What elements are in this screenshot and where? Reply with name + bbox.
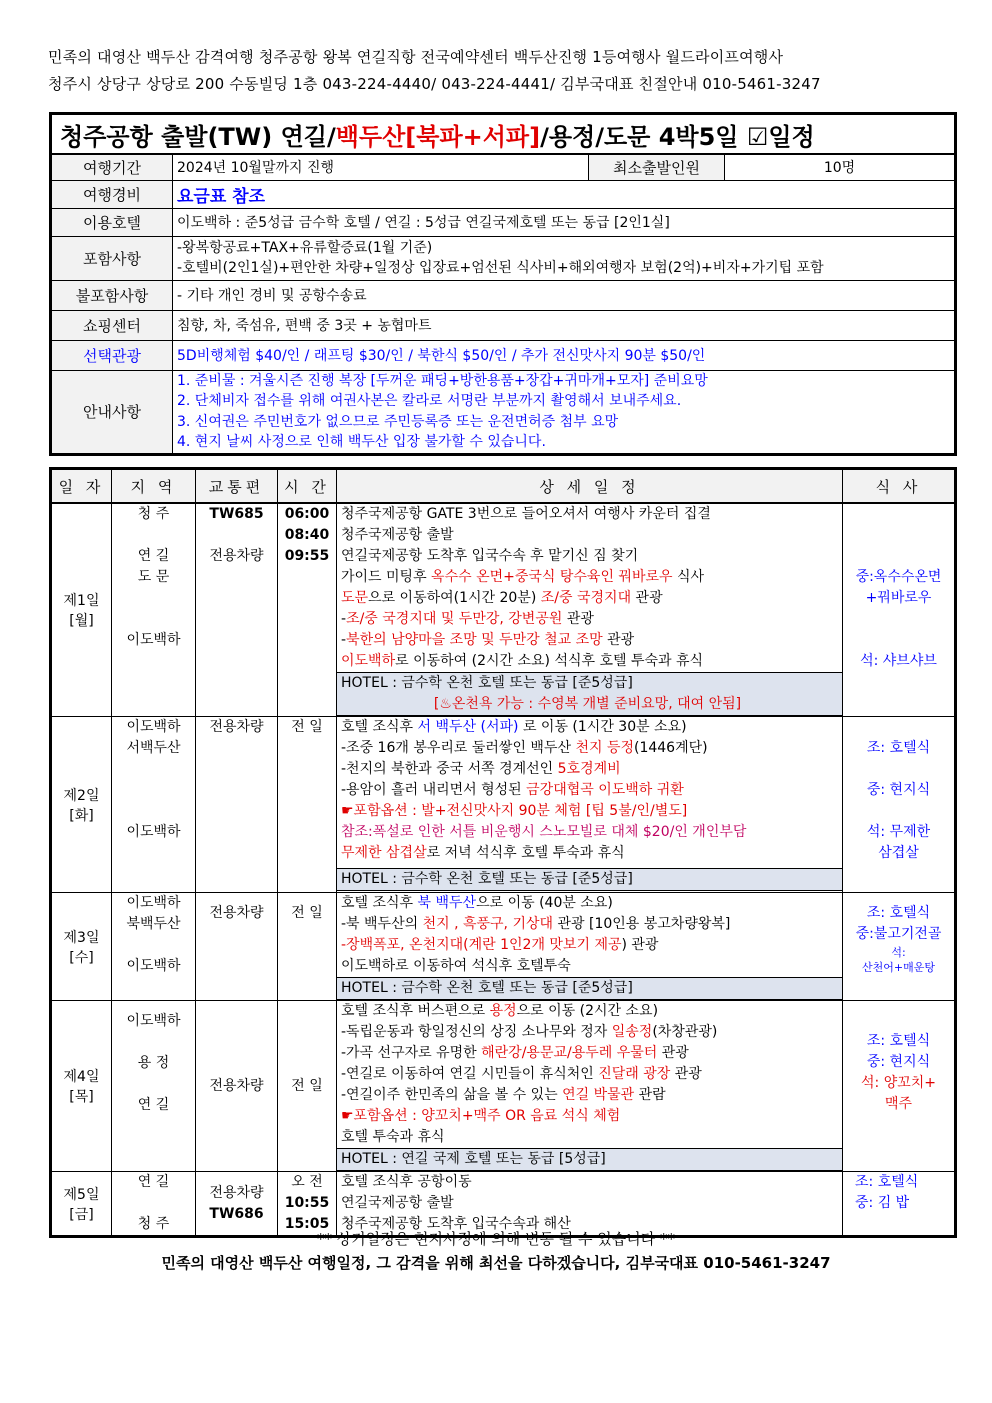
day-2-meal-1: 조: 호텔식: [866, 740, 931, 756]
day-4-line-4b: 진달래 광장: [598, 1066, 671, 1082]
day-1-time-1: 06:00: [284, 506, 330, 522]
day-1-line-6: [337, 609, 842, 630]
day-2-line-1c: 로 이동 (1시간 30분 소요): [518, 719, 687, 735]
day-3-line-3: [337, 935, 842, 956]
day-1-line-4b: 옥수수 온면+중국식 탕수육인 꿔바로우: [431, 569, 673, 585]
day-3-region-2: 북백두산: [126, 916, 181, 932]
day-1-region-3: 도 문: [137, 569, 170, 585]
day-1-label: 제1일: [63, 593, 100, 609]
notice-line-3: 3. 신여권은 주민번호가 없으므로 주민등록증 또는 운전면허증 첨부 요망: [177, 413, 619, 430]
day-4-meal-1: 조: 호텔식: [866, 1033, 931, 1049]
shopping-value: 침향, 차, 죽섬유, 편백 중 3곳 + 농협마트: [173, 310, 956, 340]
day-3-label: 제3일: [63, 929, 100, 946]
header-line-2: 청주시 상당구 상당로 200 수동빌딩 1층 043-224-4440/ 043-224-4441/ 김부국대표 친절안내 010-5461-3247: [48, 75, 821, 93]
day-1-dow: [월]: [69, 613, 94, 629]
title-part-b: 백두산[북파+서파]: [335, 122, 541, 151]
day-2-dow: [화]: [69, 807, 94, 824]
cost-value: 요금표 참조: [173, 180, 956, 208]
period-value: 2024년 10월말까지 진행: [173, 154, 589, 180]
day-4-line-5: [337, 1085, 842, 1106]
day-4-dow: [목]: [69, 1089, 94, 1105]
day-2-line-6: 참조:폭설로 인한 서틀 비운행시 스노모빌로 대체 $20/인 개인부담: [341, 824, 747, 840]
day-2-line-3: [337, 759, 842, 780]
day-4-line-3a: -가곡 선구자로 유명한: [341, 1045, 482, 1061]
day-2-line-7b: 로 저녁 석식후 호텔 투숙과 휴식: [426, 845, 625, 861]
day-1-line-7a: -: [341, 632, 347, 648]
header-line-1: 민족의 대영산 백두산 감격여행 청주공항 왕복 연길직항 전국예약센터 백두산진행 1등여행사 월드라이프여행사: [48, 48, 784, 66]
day-1-line-8a: 이도백하: [341, 653, 396, 669]
day-5-line-1: 호텔 조식후 공항이동: [341, 1174, 472, 1190]
title-part-c: /용정/도문 4박5일 ☑일정: [540, 122, 815, 151]
day-3-line-4: 이도백하로 이동하여 석식후 호텔투숙: [341, 958, 571, 974]
day-1-line-6b: 조/중 국경지대 및 두만강, 강변공원: [346, 611, 563, 627]
notice-line-1: 1. 준비물 : 겨울시즌 진행 복장 [두꺼운 패딩+방한용품+장갑+귀마개+모자] 준비요망: [177, 372, 708, 389]
day-5-region-1: 연 길: [137, 1174, 170, 1190]
info-table: [49, 112, 957, 456]
excluded-value: - 기타 개인 경비 및 공항수송료: [173, 280, 956, 310]
day-4-vehicle: 전용차량: [209, 1077, 264, 1094]
day-1-row: [51, 503, 956, 717]
day-4-line-3c: 관광: [657, 1045, 689, 1061]
day-4-line-1c: 으로 이동 (2시간 소요): [516, 1003, 659, 1019]
day-2-line-4: [337, 780, 842, 801]
day-4-region-3: 연 길: [137, 1097, 170, 1113]
day-3-line-1a: 호텔 조식후: [341, 895, 418, 911]
notice-label: 안내사항: [51, 370, 173, 454]
day-1-flight: TW685: [209, 506, 264, 522]
day-4-label: 제4일: [63, 1069, 100, 1085]
day-4-line-2b: 일송정: [611, 1024, 653, 1040]
day-4-row: [51, 1001, 956, 1172]
day-1-line-7: [337, 630, 842, 651]
day-1-meal-1: 중:옥수수온면: [855, 569, 942, 585]
day-1-line-8b: 로 이동하여 (2시간 소요) 석식후 호텔 투숙과 휴식: [395, 653, 704, 669]
included-line-2: -호텔비(2인1실)+편안한 차량+일정상 입장료+엄선된 식사비+해외여행자 보험(2억)+비자+가기팁 포함: [177, 260, 824, 276]
day-1-line-4: [337, 567, 842, 588]
day-3-dow: [수]: [69, 949, 94, 966]
day-3-line-2a: -북 백두산의: [341, 916, 423, 932]
schedule-table: [49, 467, 957, 1238]
day-1-line-5d: 관광: [631, 590, 663, 606]
col-transport: 교통편: [196, 469, 278, 504]
day-2-meal-4: 삼겹살: [878, 845, 919, 861]
day-4-line-1a: 호텔 조식후 버스편으로: [341, 1003, 490, 1019]
day-3-meal-1: 조: 호텔식: [866, 905, 931, 921]
day-2-meal-2: 중: 현지식: [866, 782, 931, 798]
col-region: 지 역: [112, 469, 196, 504]
day-4-line-1b: 용정: [489, 1003, 517, 1019]
day-5-region-2: 청 주: [137, 1216, 170, 1232]
day-2-region-2: 서백두산: [126, 740, 181, 756]
day-2-line-4b: 금강대협곡 이도백하 귀환: [526, 782, 684, 798]
day-3-time: 전 일: [291, 905, 323, 921]
day-3-meal-4: 산천어+매운탕: [862, 961, 935, 974]
day-2-line-1: [337, 717, 842, 738]
day-1-line-5c: 조/중 국경지대: [540, 590, 632, 606]
day-3-line-1c: 으로 이동 (40분 소요): [476, 895, 613, 911]
day-5-flight: TW686: [209, 1205, 264, 1222]
hotel-value: 이도백하 : 준5성급 금수학 호텔 / 연길 : 5성급 연길국제호텔 또는 동급 [2인1실]: [173, 208, 956, 236]
day-5-label: 제5일: [63, 1186, 100, 1203]
day-5-row: [51, 1172, 956, 1237]
day-5-dow: [금]: [69, 1206, 94, 1223]
page-title: [51, 114, 956, 155]
included-line-1: -왕복항공료+TAX+유류할증료(1월 기준): [177, 240, 433, 256]
day-4-line-5a: -연길이주 한민족의 삶을 볼 수 있는: [341, 1087, 563, 1103]
day-1-line-6c: 관광: [562, 611, 594, 627]
day-2-line-2a: -조중 16개 봉우리로 둘러쌓인 백두산: [341, 740, 576, 756]
day-1-region-1: 청 주: [137, 506, 170, 522]
day-3-line-2c: 관광 [10인용 봉고차량왕복]: [553, 916, 731, 932]
day-4-line-5b: 연길 박물관: [562, 1087, 635, 1103]
day-3-line-3c: ) 관광: [621, 937, 659, 953]
col-day: 일 자: [51, 469, 112, 504]
day-4-meal-2: 중: 현지식: [866, 1054, 931, 1070]
day-2-line-7: [337, 843, 842, 864]
day-3-region-3: 이도백하: [126, 958, 181, 974]
day-1-hotel-note: [♨온천욕 가능 : 수영복 개별 준비요망, 대여 안됨]: [433, 696, 742, 712]
day-4-meal-3: 석: 양꼬치+: [861, 1075, 936, 1091]
day-5-line-3: 청주국제공항 도착후 입국수속과 해산: [341, 1216, 571, 1232]
day-3-hotel: HOTEL : 금수학 온천 호텔 또는 동급 [준5성급]: [341, 980, 633, 996]
day-4-hotel: HOTEL : 연길 국제 호텔 또는 동급 [5성급]: [341, 1151, 606, 1167]
day-4-line-3b: 해란강/용문교/용두레 우물터: [481, 1045, 658, 1061]
day-1-line-2: 청주국제공항 출발: [341, 527, 454, 543]
day-4-line-4a: -연길로 이동하여 연길 시민들이 휴식처인: [341, 1066, 599, 1082]
min-people-label: 최소출발인원: [589, 154, 725, 180]
day-2-region-3: 이도백하: [126, 824, 181, 840]
day-5-time-3: 15:05: [284, 1216, 330, 1232]
day-2-line-2c: (1446계단): [634, 740, 708, 756]
day-2-vehicle: 전용차량: [209, 719, 264, 735]
options-value: 5D비행체험 $40/인 / 래프팅 $30/인 / 북한식 $50/인 / 추가 전신맛사지 90분 $50/인: [173, 340, 956, 370]
day-1-line-7c: 관광: [602, 632, 635, 648]
day-1-time-2: 08:40: [284, 527, 330, 543]
notice-line-4: 4. 현지 날씨 사정으로 인해 백두산 입장 불가할 수 있습니다.: [177, 434, 546, 450]
col-time: 시 간: [278, 469, 337, 504]
col-detail: 상 세 일 정: [337, 469, 843, 504]
day-4-line-2a: -독립운동과 항일정신의 상징 소나무와 정자: [341, 1024, 612, 1040]
day-1-line-8: [337, 651, 842, 672]
day-2-line-2: [337, 738, 842, 759]
period-label: 여행기간: [51, 154, 173, 180]
day-3-meal-3: 석:: [891, 946, 906, 959]
day-1-meal-3: 석: 샤브샤브: [860, 653, 937, 669]
day-3-line-3b: 계란 1인2개 맛보기 제공: [468, 937, 622, 953]
col-meal: 식 사: [843, 469, 956, 504]
day-5-time-1: 오 전: [291, 1174, 323, 1190]
day-3-line-2: [337, 914, 842, 935]
day-3-line-1b: 북 백두산: [417, 895, 477, 911]
day-1-line-1: 청주국제공항 GATE 3번으로 들어오셔서 여행사 카운터 집결: [341, 506, 711, 522]
day-1-region-4: 이도백하: [126, 632, 181, 648]
options-label: 선택관광: [51, 340, 173, 370]
day-4-line-5c: 관람: [634, 1087, 666, 1103]
day-4-line-4: [337, 1064, 842, 1085]
day-1-line-5: [337, 588, 842, 609]
day-2-line-3b: 5호경계비: [557, 761, 621, 777]
day-1-meal-2: +꿔바로우: [865, 590, 932, 606]
day-2-line-2b: 천지 등정: [575, 740, 634, 756]
day-3-region-1: 이도백하: [126, 895, 181, 911]
day-2-row: [51, 717, 956, 893]
day-4-line-3: [337, 1043, 842, 1064]
excluded-label: 불포함사항: [51, 280, 173, 310]
day-4-region-2: 용 정: [137, 1055, 170, 1071]
cost-label: 여행경비: [51, 180, 173, 208]
day-3-row: [51, 893, 956, 1001]
day-1-line-6a: -: [341, 611, 347, 627]
header: [48, 44, 821, 98]
day-4-line-4c: 관광: [670, 1066, 702, 1082]
day-4-line-2: [337, 1022, 842, 1043]
day-5-time-2: 10:55: [284, 1195, 330, 1211]
day-4-time: 전 일: [291, 1077, 323, 1094]
day-2-line-5: ☛포함옵션 : 발+전신맛사지 90분 체험 [팁 5불/인/별도]: [341, 803, 688, 819]
day-4-line-1: [337, 1001, 842, 1022]
day-2-line-4a: -용암이 흘러 내리면서 형성된: [341, 782, 527, 798]
day-2-meal-3: 석: 무제한: [866, 824, 931, 840]
day-2-line-7a: 무제한 삼겹살: [341, 845, 427, 861]
notice-line-2: 2. 단체비자 접수를 위해 여권사본은 칼라로 서명란 부분까지 촬영해서 보내주세요.: [177, 393, 682, 409]
day-2-line-1a: 호텔 조식후: [341, 719, 418, 735]
day-1-line-3: 연길국제공항 도착후 입국수속 후 맡기신 짐 찾기: [341, 548, 639, 564]
day-1-line-7b: 북한의 남양마을 조망 및 두만강 철교 조망: [346, 632, 603, 648]
day-1-line-5b: 으로 이동하여(1시간 20분): [368, 590, 541, 606]
footer-note: ** 상기일정은 현지사정에 의해 변동 될 수 있습니다 **: [317, 1230, 675, 1248]
title-part-a: 청주공항 출발(TW) 연길/: [60, 122, 336, 151]
day-3-line-1: [337, 893, 842, 914]
day-2-time: 전 일: [291, 719, 323, 735]
day-2-label: 제2일: [63, 787, 100, 804]
day-1-region-2: 연 길: [137, 548, 170, 564]
day-1-line-4a: 가이드 미팅후: [341, 569, 432, 585]
day-3-vehicle: 전용차량: [209, 905, 264, 921]
shopping-label: 쇼핑센터: [51, 310, 173, 340]
day-2-line-1b: 서 백두산 (서파): [417, 719, 519, 735]
included-label: 포함사항: [51, 236, 173, 280]
min-people-value: 10명: [725, 154, 956, 180]
day-5-line-2: 연길국제공항 출발: [341, 1195, 454, 1211]
day-3-meal-2: 중:불고기전골: [855, 926, 942, 942]
day-4-region-1: 이도백하: [126, 1013, 181, 1029]
day-4-line-6: ☛포함옵션 : 양꼬치+맥주 OR 음료 석식 체험: [341, 1108, 621, 1124]
day-3-line-2b: 천지 , 흑풍구, 기상대: [422, 916, 554, 932]
day-1-vehicle: 전용차량: [209, 548, 264, 564]
day-1-hotel: HOTEL : 금수학 온천 호텔 또는 동급 [준5성급]: [341, 675, 633, 691]
day-1-line-5a: 도문: [341, 590, 369, 606]
hotel-label: 이용호텔: [51, 208, 173, 236]
day-5-vehicle: 전용차량: [209, 1184, 264, 1201]
day-1-line-4c: 식사: [672, 569, 705, 585]
day-4-meal-4: 맥주: [884, 1096, 913, 1112]
day-4-line-2c: (차창관광): [652, 1024, 718, 1040]
day-5-meal-1: 조: 호텔식: [855, 1174, 919, 1190]
footer-closing: 민족의 대영산 백두산 여행일정, 그 감격을 위해 최선을 다하겠습니다, 김부국대표 010-5461-3247: [161, 1254, 831, 1272]
day-1-time-3: 09:55: [284, 548, 330, 564]
day-4-line-7: 호텔 투숙과 휴식: [341, 1129, 445, 1145]
day-2-line-3a: -천지의 북한과 중국 서쪽 경계선인: [341, 761, 558, 777]
day-5-meal-2: 중: 김 밥: [855, 1195, 910, 1211]
day-3-line-3a: -장백폭포, 온천지대(: [341, 937, 469, 953]
day-2-region-1: 이도백하: [126, 719, 181, 735]
day-2-hotel: HOTEL : 금수학 온천 호텔 또는 동급 [준5성급]: [341, 871, 633, 887]
